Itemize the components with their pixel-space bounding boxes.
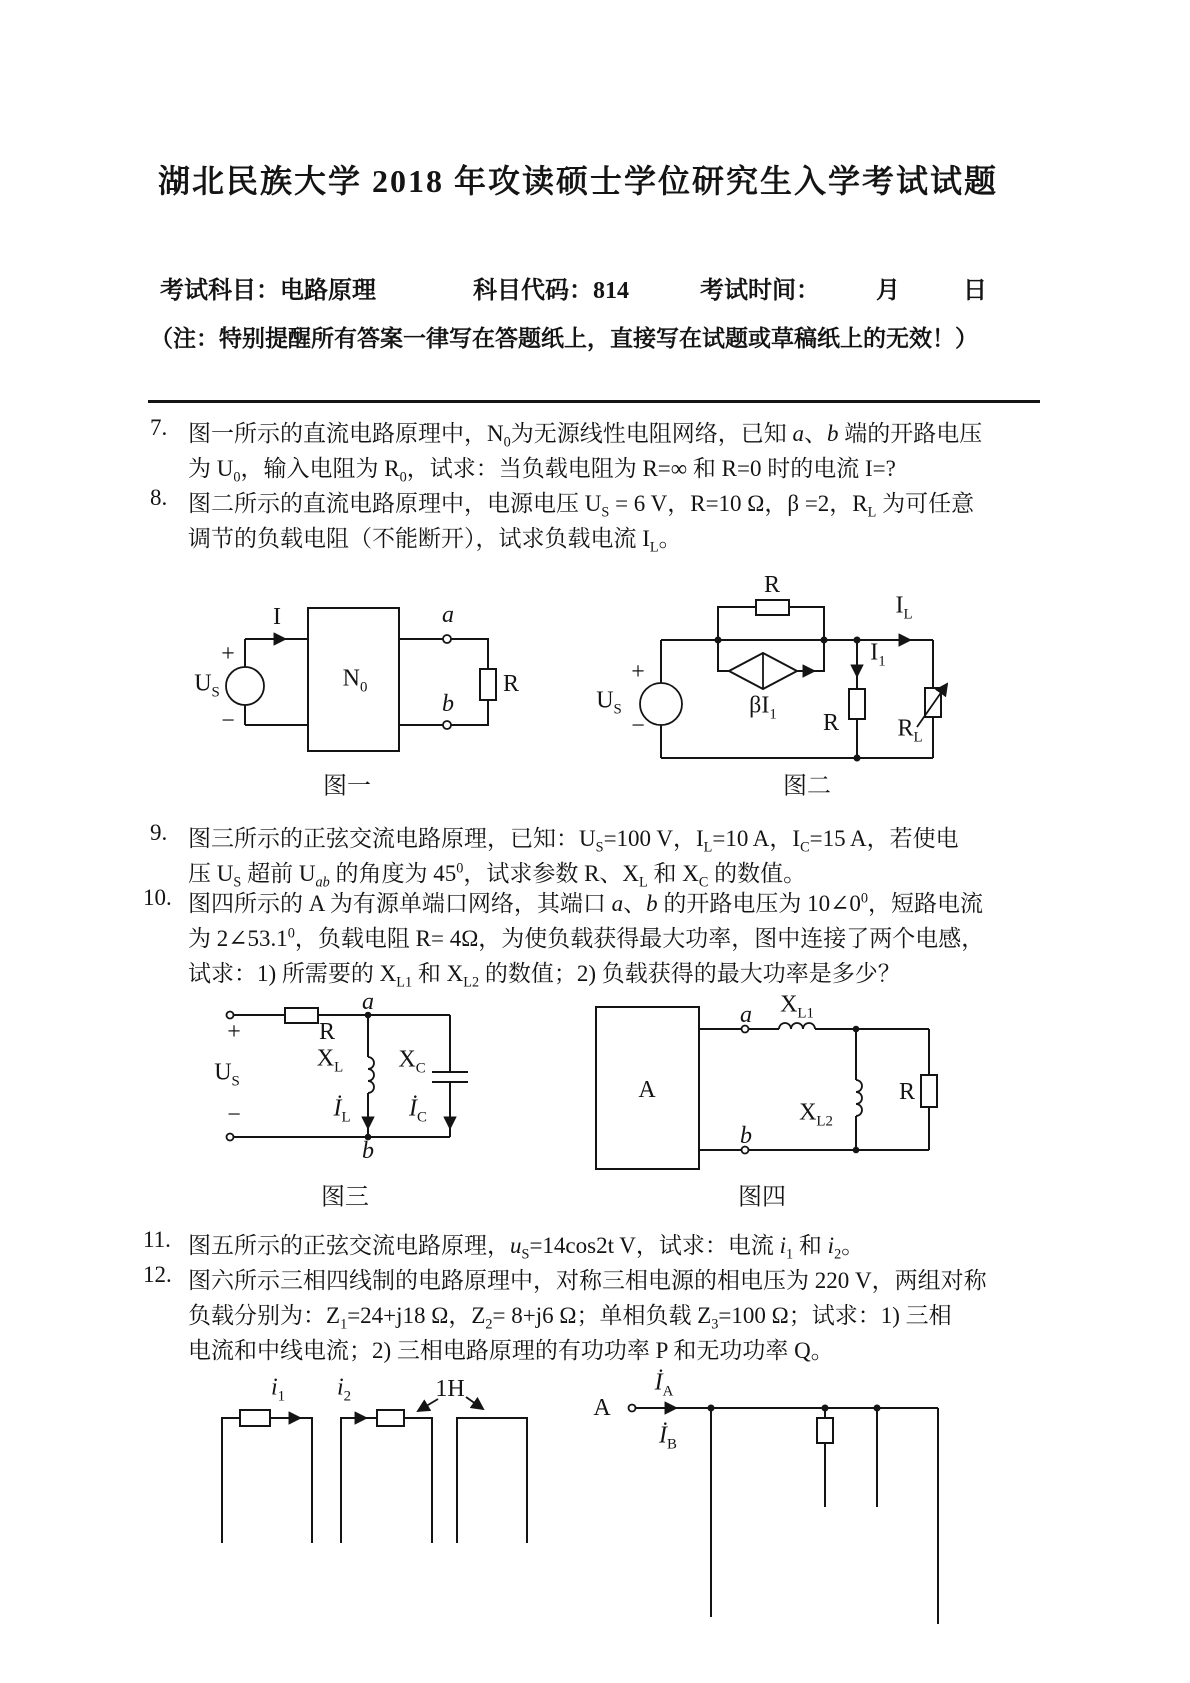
- question-10-line-1: 图四所示的 A 为有源单端口网络，其端口 a、b 的开路电压为 $10\angle 0^0$，短路电流: [188, 890, 983, 916]
- fig3-label-ic: $İ_C$: [409, 1095, 427, 1126]
- resistor: [240, 1410, 270, 1426]
- terminal-top: [227, 1012, 234, 1019]
- fig2-label-rl: $R_L$: [897, 715, 923, 746]
- month-label: 月: [876, 278, 900, 304]
- figure-2: [560, 540, 980, 775]
- fig4-label-b: b: [740, 1123, 752, 1149]
- fig4-label-xl1: $X_{L1}$: [780, 991, 814, 1022]
- inductance-pointer-right: [466, 1397, 483, 1409]
- fig1-label-plus: +: [221, 641, 235, 667]
- terminal-A: [629, 1405, 636, 1412]
- figure-1: [165, 555, 525, 760]
- fig2-label-us: $U_S$: [596, 687, 622, 718]
- question-9-number: 9.: [150, 820, 168, 845]
- figure-5-partial: [210, 1374, 540, 1548]
- figure-4: [590, 991, 955, 1180]
- inductor-XL1: [779, 1023, 815, 1029]
- question-8-number: 8.: [150, 485, 168, 510]
- figure-1-caption: 图一: [323, 773, 371, 800]
- dependent-source-branch: [718, 640, 824, 689]
- capacitor-XC-branch: [432, 1015, 468, 1137]
- inductor-XL2-branch: [856, 1029, 862, 1150]
- question-7-number: 7.: [150, 415, 168, 440]
- fig3-label-minus: −: [227, 1102, 241, 1128]
- page-title: 湖北民族大学 2018 年攻读硕士学位研究生入学考试试题: [158, 163, 999, 199]
- resistor-R: [480, 669, 496, 700]
- terminal-b: [443, 721, 451, 729]
- fig3-label-r: R: [318, 1019, 336, 1045]
- fig3-label-a: a: [362, 989, 374, 1015]
- fig4-label-xl2: $X_{L2}$: [799, 1099, 833, 1130]
- header-divider: [148, 400, 1040, 403]
- fig4-label-a-network: A: [638, 1077, 656, 1103]
- figure-3: [200, 989, 485, 1165]
- resistor-R-middle-branch: [849, 640, 865, 758]
- fig2-label-i1: $I_1$: [870, 639, 886, 670]
- question-12-line-3: 电流和中线电流；2) 三相电路原理的有功功率 P 和无功功率 Q。: [188, 1338, 834, 1363]
- question-11-number: 11.: [143, 1227, 171, 1252]
- fig1-label-a: a: [442, 602, 454, 628]
- figure-6-partial: [580, 1369, 965, 1632]
- exam-time-label: 考试时间：: [700, 278, 820, 304]
- figure-6-schematic: [580, 1369, 965, 1632]
- fig2-label-beta-i1: $\beta I_1$: [749, 692, 777, 723]
- fig5-label-i1: $i_1$: [270, 1374, 286, 1405]
- fig3-label-xc: $X_C$: [398, 1046, 426, 1077]
- question-9-line-1: 图三所示的正弦交流电路原理，已知：$U_S=100$ V，$I_L=10$ A，$I_C=15$ A，若使电: [188, 826, 959, 856]
- fig1-label-b: b: [442, 691, 454, 717]
- fig5-label-1h: 1H: [435, 1376, 465, 1402]
- resistor-branch: [817, 1408, 833, 1507]
- figure-3-caption: 图三: [321, 1184, 369, 1211]
- fig3-label-us: $U_S$: [214, 1059, 240, 1090]
- fig2-label-il: $I_L$: [895, 592, 913, 623]
- question-12-number: 12.: [143, 1262, 172, 1287]
- resistor: [377, 1410, 404, 1426]
- terminal-a: [443, 635, 451, 643]
- fig1-label-current: I: [273, 604, 281, 630]
- fig3-label-xl: $X_L$: [316, 1045, 344, 1076]
- fig1-label-n0: $N_0$: [342, 665, 368, 696]
- question-10-line-3: 试求：1) 所需要的 $X_{L1}$ 和 $X_{L2}$ 的数值；2) 负载获得的最大功率是多少？: [188, 961, 901, 991]
- question-12-line-2: 负载分别为：$Z_1=24+j18$ Ω，$Z_2= 8+j6$ Ω；单相负载 $Z_3=100$ Ω；试求：1) 三相: [188, 1303, 952, 1333]
- question-8-line-1: 图二所示的直流电路原理中，电源电压 $U_S = 6$ V，R=10 Ω，β =2，$R_L$ 为可任意: [188, 491, 975, 521]
- resistor-R-top-branch: [718, 600, 824, 640]
- fig2-label-minus: −: [631, 713, 645, 739]
- fig3-label-plus: +: [227, 1019, 241, 1045]
- resistor-R: [285, 1008, 318, 1023]
- question-7-line-2: 为 $U_0$，输入电阻为 $R_0$，试求：当负载电阻为 R=∞ 和 R=0 时的电流 I=?: [188, 456, 896, 486]
- question-10-number: 10.: [143, 885, 172, 910]
- fig2-label-r-mid: R: [822, 710, 840, 736]
- question-7-line-1: 图一所示的直流电路原理中，$N_0$为无源线性电阻网络，已知 a、b 端的开路电压: [188, 421, 983, 451]
- loop-1: [222, 1410, 312, 1543]
- question-11-line-1: 图五所示的正弦交流电路原理，$u_S=14\cos 2t$ V，试求：电流 $i_1$ 和 $i_2$。: [188, 1233, 865, 1263]
- fig4-label-a: a: [740, 1002, 752, 1028]
- question-9-line-2: 压 $U_S$ 超前 $U_{ab}$ 的角度为 $45^0$，试求参数 R、$X_L$ 和 $X_C$ 的数值。: [188, 860, 807, 891]
- fig4-label-r: R: [898, 1079, 916, 1105]
- voltage-source: [640, 640, 682, 758]
- question-12-line-1: 图六所示三相四线制的电路原理中，对称三相电源的相电压为 220 V，两组对称: [188, 1268, 987, 1293]
- loop-2: [341, 1410, 432, 1543]
- fig6-label-a: A: [593, 1395, 611, 1421]
- fig6-label-ia: $İ_A$: [654, 1369, 674, 1400]
- answer-notice: （注：特别提醒所有答案一律写在答题纸上，直接写在试题或草稿纸上的无效！）: [150, 326, 978, 351]
- fig3-label-b: b: [362, 1138, 374, 1164]
- fig2-label-r-top: R: [763, 572, 781, 598]
- fig1-label-r: R: [502, 671, 520, 697]
- figure-4-caption: 图四: [738, 1184, 786, 1211]
- question-10-line-2: 为 2∠53.1$^0$，负载电阻 R= 4Ω，为使负载获得最大功率，图中连接了两个电感，: [188, 925, 985, 951]
- loop-3: [457, 1418, 527, 1543]
- fig2-label-plus: +: [631, 659, 645, 685]
- subject-label: 考试科目：电路原理: [160, 278, 376, 304]
- figure-2-caption: 图二: [783, 773, 831, 800]
- fig3-label-il: $İ_L$: [333, 1095, 351, 1126]
- fig1-label-minus: −: [221, 708, 235, 734]
- question-8-line-2: 调节的负载电阻（不能断开），试求负载电流 $I_L$。: [188, 526, 682, 556]
- subject-code-label: 科目代码：814: [473, 278, 629, 304]
- figure-5-schematic: [210, 1374, 540, 1548]
- day-label: 日: [963, 278, 987, 304]
- inductor-XL-branch: [368, 1015, 374, 1137]
- figure-1-schematic: [165, 555, 525, 760]
- fig1-label-us: $U_S$: [194, 670, 220, 701]
- figure-3-schematic: [200, 995, 485, 1165]
- resistor-R-branch: [921, 1029, 937, 1150]
- terminal-bottom: [227, 1134, 234, 1141]
- fig5-label-i2: $i_2$: [336, 1374, 352, 1405]
- fig6-label-ib: $İ_B$: [659, 1422, 677, 1453]
